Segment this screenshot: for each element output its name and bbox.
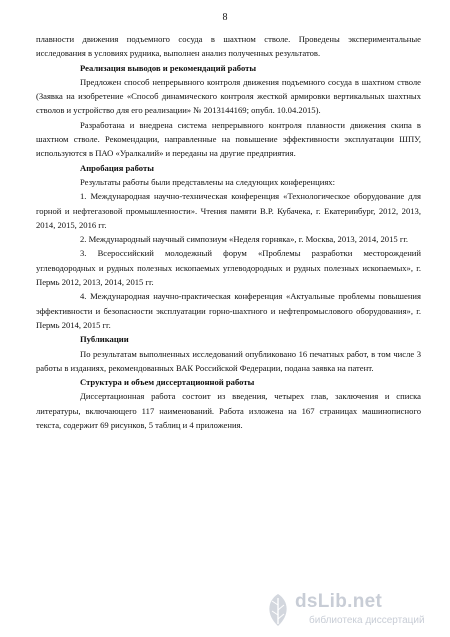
heading-approbation: Апробация работы	[80, 162, 154, 173]
document-body	[36, 32, 421, 432]
paragraph-system: Разработана и внедрена система непрерывного контроля плавности движения скипа в шахтном стволе. Рекомендации, направленные на повышение эффективности эксплуатации ШПУ, используются в ПАО «Уралкалий» и переданы на другие предприятия.	[36, 119, 421, 159]
watermark-title: dsLib.net	[295, 591, 383, 612]
heading-structure: Структура и объем диссертационной работы	[80, 377, 255, 388]
paragraph-conferences-intro: Результаты работы были представлены на следующих конференциях:	[80, 176, 335, 187]
conference-item-4: 4. Международная научно-практическая конференция «Актуальные проблемы повышения эффективности и безопасности эксплуатации горно-шахтного и нефтепромыслового оборудования», г. Пермь 2014, 2015 гг.	[36, 291, 421, 330]
page-number: 8	[222, 12, 228, 23]
paragraph-intro-continuation: плавности движения подъемного сосуда в шахтном стволе. Проведены экспериментальные исследования в условиях рудника, выполнен анализ полученных результатов.	[36, 34, 421, 59]
paragraph-publications: По результатам выполненных исследований опубликовано 16 печатных работ, в том числе 3 работы в изданиях, рекомендованных ВАК Российской Федерации, подана заявка на патент.	[36, 348, 421, 373]
paragraph-method: Предложен способ непрерывного контроля движения подъемного сосуда в шахтном стволе (Заявка на изобретение «Способ динамического контроля жесткой армировки вертикальных шахтных стволов и устройство для его реализации» № 2013144169; опубл. 10.04.2015).	[36, 76, 421, 116]
conference-item-1: 1. Международная научно-техническая конференция «Технологическое оборудование для горной и нефтегазовой промышленности». Чтения памяти В.Р. Кубачека, г. Екатеринбург, 2012, 2013, 2014, 2015, 2016 гг.	[36, 191, 421, 230]
conference-item-2: 2. Международный научный симпозиум «Неделя горняка», г. Москва, 2013, 2014, 2015 гг.	[80, 234, 409, 245]
heading-publications: Публикации	[80, 334, 129, 345]
leaf-logo-icon	[265, 593, 291, 627]
watermark-subtitle: библиотека диссертаций	[309, 615, 425, 626]
paragraph-structure: Диссертационная работа состоит из введения, четырех глав, заключения и списка литературы, включающего 117 наименований. Работа изложена на 167 страницах машинописного текста, содержит 69 рисунков, 5 таблиц и 4 приложения.	[36, 391, 421, 431]
conference-item-3: 3. Всероссийский молодежный форум «Проблемы разработки месторождений углеводородных и рудных полезных ископаемых углеводородных и рудных полезных ископаемых», г. Пермь 2012, 2013, 2014, 2015 гг.	[36, 248, 421, 288]
dslib-watermark[interactable]	[265, 591, 440, 631]
heading-implementation: Реализация выводов и рекомендаций работы	[80, 62, 257, 73]
